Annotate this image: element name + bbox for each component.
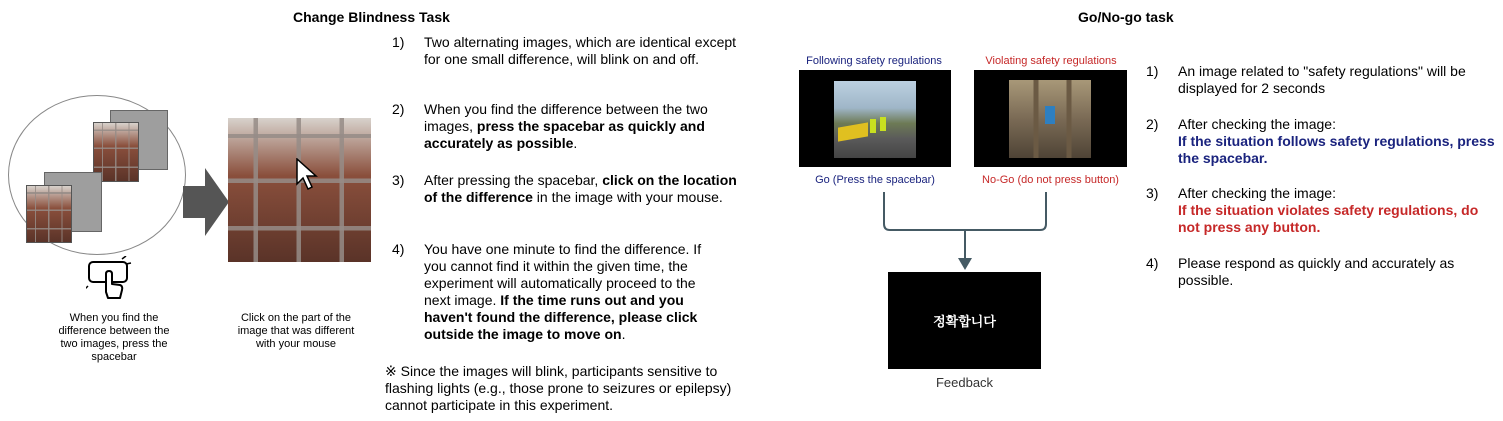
step-text: You have one minute to find the difference. If you cannot find it within the given time, the experiment will automatically proceed to the next image. — [424, 241, 702, 308]
nogo-stimulus-frame — [974, 70, 1127, 167]
right-arrow-icon — [183, 168, 229, 236]
go-stimulus-frame — [799, 70, 951, 167]
step-text: Please respond as quickly and accurately as possible. — [1178, 255, 1455, 288]
step-number: 1) — [1146, 63, 1159, 79]
click-image[interactable] — [228, 118, 371, 262]
mouse-cursor-icon — [296, 158, 318, 192]
step-text-bold: click on the location of the difference — [424, 172, 737, 205]
step-text-end: . — [573, 135, 578, 151]
feedback-label: Feedback — [935, 375, 994, 390]
feedback-message: 정확합니다 — [933, 314, 996, 329]
nogo-label: No-Go (do not press button) — [982, 174, 1119, 186]
cb-step-1 — [392, 34, 742, 84]
step-text-bold: If the time runs out and you haven't found the difference, please click outside the image to move on — [424, 292, 698, 342]
spacebar-press-icon — [86, 256, 134, 302]
gng-step-4 — [1146, 255, 1496, 293]
go-label: Go (Press the spacebar) — [815, 174, 935, 186]
step-text-bold: press the spacebar as quickly and accurately as possible — [424, 118, 705, 151]
step-number: 4) — [1146, 255, 1159, 271]
nogo-stimulus-image — [1009, 80, 1091, 158]
caption-press-spacebar: When you find the difference between the two images, press the spacebar — [58, 312, 170, 363]
step-number: 1) — [392, 34, 405, 50]
feedback-connector-arrow — [875, 188, 1055, 272]
step-text-end: . — [621, 326, 626, 342]
feedback-box — [888, 272, 1041, 369]
following-regulations-label: Following safety regulations — [806, 55, 942, 67]
change-blindness-title: Change Blindness Task — [293, 9, 450, 25]
go-instruction: If the situation follows safety regulations, press the spacebar. — [1178, 133, 1495, 166]
go-stimulus-image — [834, 81, 916, 158]
caption-click-image: Click on the part of the image that was different with your mouse — [237, 312, 355, 350]
step-text: After pressing the spacebar, — [424, 172, 603, 188]
cb-step-4 — [392, 241, 742, 351]
step-number: 2) — [392, 101, 405, 117]
step-text-end: in the image with your mouse. — [532, 189, 723, 205]
nogo-instruction: If the situation violates safety regulations, do not press any button. — [1178, 202, 1479, 235]
gng-step-1 — [1146, 63, 1496, 101]
step-text: When you find the difference between the two images, — [424, 101, 708, 134]
gonogo-title: Go/No-go task — [1078, 9, 1174, 25]
step-text: An image related to "safety regulations" will be displayed for 2 seconds — [1178, 63, 1466, 96]
step-text: After checking the image: — [1178, 185, 1336, 201]
step-number: 2) — [1146, 116, 1159, 132]
step-number: 4) — [392, 241, 405, 257]
gng-step-3 — [1146, 185, 1496, 240]
flashing-warning-note: ※ Since the images will blink, participants sensitive to flashing lights (e.g., those prone to seizures or epilepsy) cannot participate in this experiment. — [385, 363, 732, 413]
step-number: 3) — [1146, 185, 1159, 201]
gng-step-2 — [1146, 116, 1496, 171]
step-text: After checking the image: — [1178, 116, 1336, 132]
cb-step-3 — [392, 172, 742, 227]
step-number: 3) — [392, 172, 405, 188]
violating-regulations-label: Violating safety regulations — [985, 55, 1117, 67]
step-text: Two alternating images, which are identical except for one small difference, will blink on and off. — [424, 34, 737, 67]
cb-step-2 — [392, 101, 742, 156]
blink-image-bottom — [26, 185, 72, 243]
